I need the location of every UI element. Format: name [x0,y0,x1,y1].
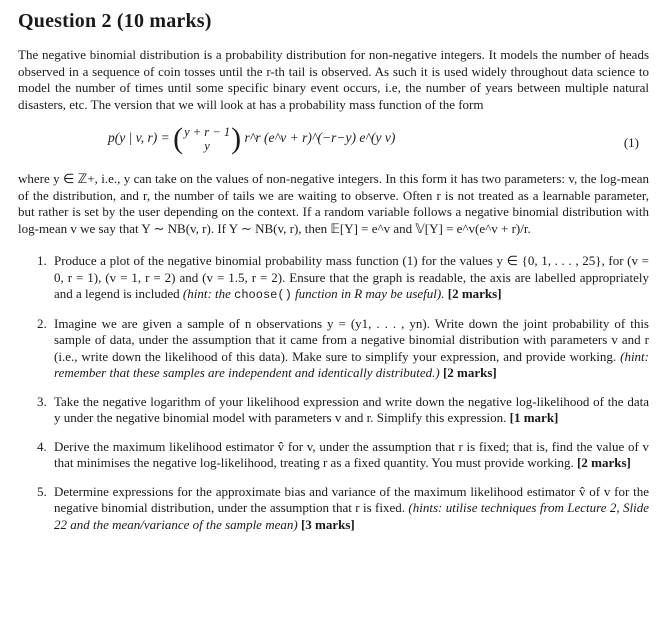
binomial-coefficient [184,125,230,153]
item-hint: (hint: the choose() function in R may be useful). [182,286,445,302]
intro-paragraph: The negative binomial distribution is a probability distribution for non-negative integers. It models the number of heads observed in a sequence of coin tosses until the r-th tail is observed. As such it is used widely throughout data science to model the number of times until some specific binary event occurs, i.e, the number of years between multiple natural disasters, etc. The version that we will look at has a probability mass function of the form [18,47,649,112]
equation-body [108,122,396,155]
marks-badge: [2 marks] [577,455,631,470]
left-paren: ( [173,122,184,155]
binom-bottom: y [204,139,210,153]
item-hint: (hints: utilise techniques from Lecture 2, Slide 22 and the mean/variance of the sample mean) [54,500,650,532]
code-snippet: choose() [234,288,292,302]
item-text: Take the negative logarithm of your likelihood expression and write down the negative log-likelihood of the data y under the negative binomial model with parameters v and r. Simplify this expression. [54,393,649,425]
list-item [50,316,649,382]
pmf-equation [18,119,649,163]
item-text: Produce a plot of the negative binomial probability mass function (1) for the values y ∈ {0, 1, . . . , 25}, for (v = 0, r = 1), (v = 1, r = 2) and (v = 1.5, r = 2). Ensure that the graph is readable, the axis are labelled appropriately and a legend is included [54,253,649,301]
binom-top: y + r − 1 [184,125,231,139]
item-text: Determine expressions for the approximate bias and variance of the maximum likelihood estimator v̂ of v for the negative binomial distribution, under the assumption that r is fixed. [54,483,649,515]
list-item [50,439,649,472]
list-item [50,394,649,427]
right-paren: ) [231,122,242,155]
equation-number: (1) [623,135,639,150]
equation-lhs: p(y | v, r) = [108,130,170,146]
list-item [50,484,649,534]
question-title: Question 2 (10 marks) [18,10,212,32]
question-list [18,253,649,533]
marks-badge: [3 marks] [300,516,355,532]
marks-badge: [2 marks] [442,365,497,380]
marks-badge: [1 mark] [509,410,559,425]
item-hint: (hint: remember that these samples are independent and identically distributed.) [54,348,649,380]
item-text: Imagine we are given a sample of n observations y = (y1, . . . , yn). Write down the joint probability of this sample of data, under the assumption that it came from a negative binomial distribution with parameters v and r (i.e., write down the likelihood of this data). Make sure to simplify your expression, and provide working. [54,315,649,364]
definition-paragraph: where y ∈ ℤ+, i.e., y can take on the values of non-negative integers. In this form it has two parameters: v, the log-mean of the distribution, and r, the number of tails we are waiting to observe. Often r is not treated as a learnable parameter, but rather is set by the user depending on the context. If a random variable follows a negative binomial distribution with log-mean v we say that Y ∼ NB(v, r). If Y ∼ NB(v, r), then 𝔼[Y] = e^v and 𝕍[Y] = e^v(e^v + r)/r. [18,171,649,236]
equation-rhs: r^r (e^v + r)^(−r−y) e^(y v) [244,130,396,146]
marks-badge: [2 marks] [447,286,502,301]
item-text: Derive the maximum likelihood estimator v̂ for v, under the assumption that r is fixed; that is, find the value of v that minimises the negative log-likelihood, treating r as a fixed quantity. You must provide working. [54,438,649,470]
list-item [50,253,649,304]
